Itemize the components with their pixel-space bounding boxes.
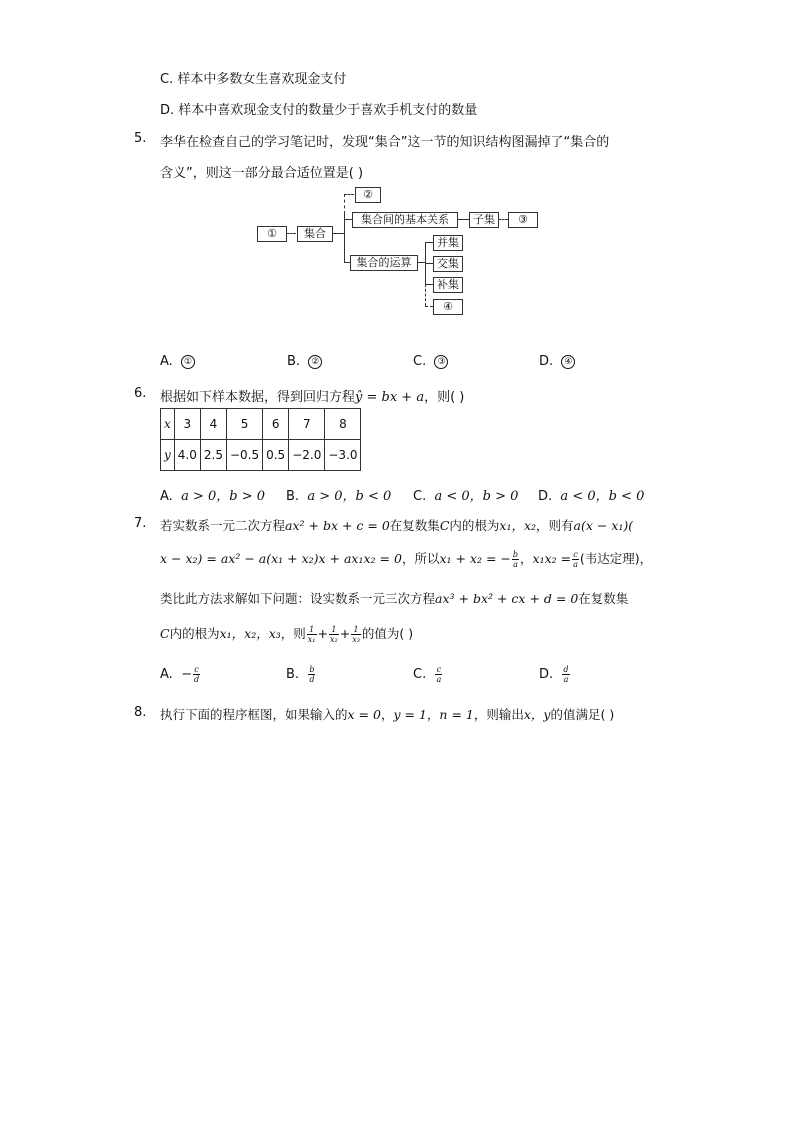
fraction (562, 665, 569, 684)
table-header-y: y (161, 440, 175, 471)
diagram-link (425, 284, 433, 285)
fraction (308, 665, 315, 684)
q6-stem-text: 根据如下样本数据，得到回归方程 (160, 390, 356, 405)
fraction: $\frac{1}{\text{x₃}}$ (352, 625, 360, 644)
table-cell: −3.0 (325, 440, 361, 471)
diagram-box-union: 并集 (433, 235, 463, 251)
q7-line1 (160, 516, 633, 534)
q5-option-d (539, 354, 575, 369)
q5-option-a (160, 354, 195, 369)
q6-stem (160, 386, 464, 405)
diagram-link (425, 242, 433, 243)
text: ，所以 (401, 551, 440, 566)
q7-option-c (413, 665, 443, 684)
math: x₁x₂ = (532, 551, 572, 566)
numerator: c (573, 550, 578, 559)
denominator: a (513, 560, 518, 569)
q6-option-a (160, 485, 265, 504)
q6-option-c (413, 485, 518, 504)
option-letter: C. (413, 667, 427, 682)
diagram-link (286, 233, 296, 234)
text: ，则有 (536, 518, 574, 533)
q5-number: 5. (134, 131, 147, 146)
diagram-link (498, 219, 508, 220)
numerator: c (436, 665, 442, 674)
text: (韦达定理)， (579, 551, 653, 566)
numerator: b (309, 665, 315, 674)
text: 在复数集 (578, 591, 629, 606)
q5-stem-line1: 李华在检查自己的学习笔记时，发现“集合”这一节的知识结构图漏掉了“集合的 (160, 135, 610, 150)
text: 内的根为 (169, 626, 220, 641)
diagram-box-3: ③ (508, 212, 538, 228)
regression-equation: ŷ = bx + a (355, 390, 425, 405)
math: n = 1 (439, 707, 474, 722)
table-cell: 0.5 (263, 440, 289, 471)
q5-option-c (413, 354, 448, 369)
option-letter: C. (413, 489, 427, 504)
denominator: d (309, 675, 315, 684)
option-value: a > 0，b > 0 (181, 489, 265, 504)
q7-option-b (286, 665, 316, 684)
table-cell: −2.0 (289, 440, 325, 471)
diagram-box-jihe: 集合 (297, 226, 333, 242)
denominator: a (436, 675, 442, 684)
text: ，则 (280, 626, 306, 641)
diagram-box-intersection: 交集 (433, 256, 463, 272)
fraction (512, 550, 519, 569)
q6-option-b (286, 485, 391, 504)
denominator: a (573, 560, 578, 569)
diagram-link (332, 233, 344, 234)
diagram-link (417, 262, 425, 263)
table-header-x: x (161, 409, 175, 440)
option-value: ① (181, 355, 195, 369)
text: 若实数系一元二次方程 (160, 518, 286, 533)
option-letter: B. (286, 667, 300, 682)
q7-line4: C内的根为x₁，x₂，x₃，则 $\frac{1}{\text{x₁}}$ + $\frac{1}{\text{x₂}}$ + $\frac{1}{\text{x₃}}$ 的值为( ) (160, 625, 414, 644)
fraction (193, 665, 200, 684)
diagram-box-2: ② (355, 187, 381, 203)
fraction (572, 550, 579, 569)
option-value: a < 0，b < 0 (560, 489, 645, 504)
diagram-link (425, 263, 433, 264)
math: C (439, 518, 450, 533)
table-cell: 4.0 (174, 440, 200, 471)
fraction (435, 665, 442, 684)
option-letter: A. (160, 489, 173, 504)
option-sign: − (181, 667, 192, 682)
table-cell: 6 (263, 409, 289, 440)
diagram-box-1: ① (257, 226, 287, 242)
diagram-link (344, 219, 352, 220)
denominator: a (563, 675, 569, 684)
diagram-link (425, 284, 426, 306)
math: x，y (523, 707, 551, 722)
option-letter: C. (413, 354, 427, 369)
q7-line3 (160, 589, 628, 607)
table-cell: 7 (289, 409, 325, 440)
text: ，则输出 (473, 707, 524, 722)
option-value: a > 0，b < 0 (307, 489, 392, 504)
table-cell: 3 (174, 409, 200, 440)
table-cell: −0.5 (226, 440, 262, 471)
option-value: ② (308, 355, 322, 369)
diagram-link (425, 306, 433, 307)
math: x₁ + x₂ = − (439, 551, 511, 566)
diagram-link (344, 214, 345, 262)
math: a(x − x₁)( (573, 518, 634, 533)
text: 类比此方法求解如下问题：设实数系一元三次方程 (160, 591, 436, 606)
table-row (161, 409, 361, 440)
math: x − x₂) = ax² − a(x₁ + x₂)x + ax₁x₂ = 0 (160, 551, 402, 566)
text: 执行下面的程序框图，如果输入的 (160, 707, 348, 722)
text: ， (426, 707, 440, 722)
option-value: a < 0，b > 0 (434, 489, 519, 504)
q5-option-b (287, 354, 322, 369)
diagram-link (344, 194, 354, 195)
option-letter: A. (160, 354, 173, 369)
diagram-link (457, 219, 469, 220)
text: 的值为( ) (361, 626, 414, 641)
q4-option-d: D. 样本中喜欢现金支付的数量少于喜欢手机支付的数量 (160, 103, 478, 118)
q7-option-d (539, 665, 571, 684)
q6-stem-text-end: ，则( ) (424, 390, 465, 405)
option-value: ③ (434, 355, 448, 369)
q4-option-c: C. 样本中多数女生喜欢现金支付 (160, 72, 347, 87)
text: 的值满足( ) (550, 707, 615, 722)
table-cell: 8 (325, 409, 361, 440)
table-cell: 5 (226, 409, 262, 440)
math: x = 0 (347, 707, 381, 722)
numerator: c (194, 665, 199, 674)
option-letter: B. (287, 354, 301, 369)
option-letter: D. (539, 667, 554, 682)
option-letter: D. (538, 489, 553, 504)
q7-line2 (160, 549, 652, 569)
diagram-box-operations: 集合的运算 (350, 255, 418, 271)
numerator: d (563, 665, 569, 674)
sample-data-table (160, 408, 361, 471)
diagram-link (344, 194, 345, 214)
math: y = 1 (393, 707, 427, 722)
text: ， (380, 707, 394, 722)
denominator: d (193, 675, 200, 684)
q6-number: 6. (134, 386, 147, 401)
q7-number: 7. (134, 516, 147, 531)
diagram-box-basic-relation: 集合间的基本关系 (352, 212, 458, 228)
fraction: $\frac{1}{\text{x₂}}$ (330, 625, 338, 644)
diagram-box-subset: 子集 (469, 212, 499, 228)
table-cell: 2.5 (200, 440, 226, 471)
q6-option-d (538, 485, 644, 504)
option-letter: D. (539, 354, 554, 369)
option-value: ④ (561, 355, 575, 369)
option-letter: B. (286, 489, 300, 504)
table-row (161, 440, 361, 471)
diagram-box-4: ④ (433, 299, 463, 315)
q7-option-a (160, 665, 201, 684)
q8-number: 8. (134, 705, 147, 720)
text: 内的根为 (449, 518, 500, 533)
text: ， (520, 551, 533, 566)
math: x₁，x₂ (499, 518, 537, 533)
math: ax² + bx + c = 0 (285, 518, 390, 533)
numerator: b (512, 550, 519, 559)
q5-stem-line2: 含义”，则这一部分最合适位置是( ) (160, 166, 364, 181)
text: 在复数集 (389, 518, 440, 533)
math: ax³ + bx² + cx + d = 0 (435, 591, 579, 606)
q8-stem (160, 705, 614, 723)
table-cell: 4 (200, 409, 226, 440)
math: C (160, 626, 170, 641)
option-letter: A. (160, 667, 173, 682)
fraction: $\frac{1}{\text{x₁}}$ (307, 625, 316, 644)
math: x₁，x₂，x₃ (219, 626, 281, 641)
diagram-box-complement: 补集 (433, 277, 463, 293)
